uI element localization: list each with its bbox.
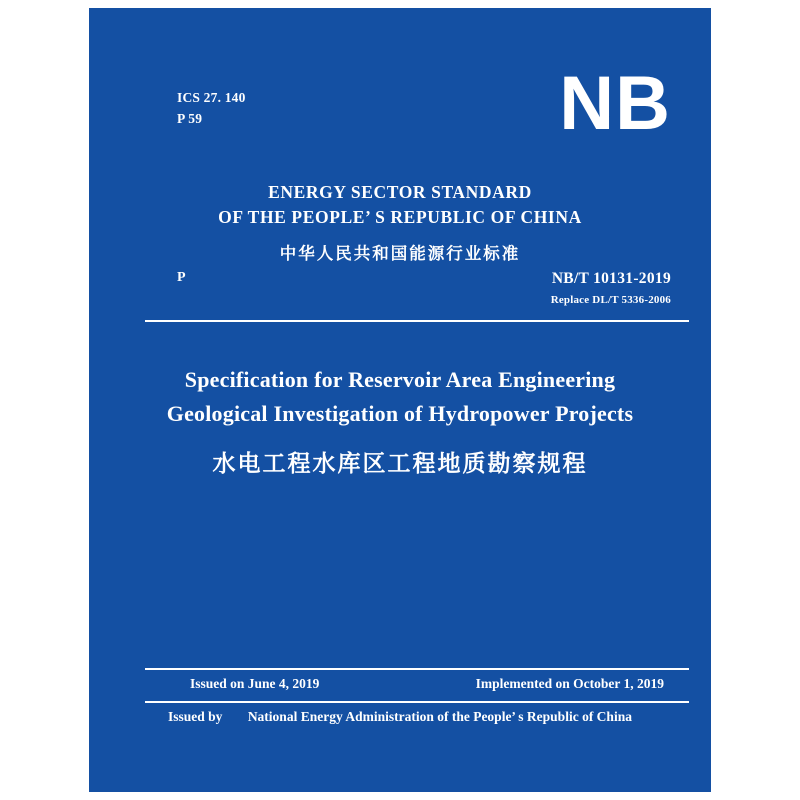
standard-header: [89, 180, 711, 264]
document-title: [89, 363, 711, 478]
category-letter: P: [177, 270, 186, 285]
standard-header-chinese: 中华人民共和国能源行业标准: [279, 243, 521, 263]
classification-code: P 59: [177, 110, 203, 126]
dates-row: [145, 676, 689, 692]
issuer-name: National Energy Administration of the People’ s Republic of China: [247, 709, 632, 724]
ics-number: ICS 27. 140: [177, 90, 246, 105]
standard-number: NB/T 10131-2019: [551, 270, 671, 287]
nb-logo: NB: [559, 61, 671, 146]
ics-block: [177, 88, 246, 130]
standard-cover: [89, 8, 711, 792]
standard-header-line2: OF THE PEOPLE’ S REPUBLIC OF CHINA: [218, 207, 582, 228]
divider-top: [145, 320, 689, 322]
divider-dates-top: [145, 668, 689, 670]
standard-number-block: [551, 270, 671, 306]
divider-dates-bottom: [145, 701, 689, 703]
replaced-standard: Replace DL/T 5336-2006: [550, 294, 671, 306]
standard-code-row: [89, 270, 711, 316]
issued-by-label: Issued by: [168, 709, 223, 724]
title-en-line2: Geological Investigation of Hydropower Projects: [166, 401, 634, 427]
standard-header-line1: ENERGY SECTOR STANDARD: [268, 182, 532, 202]
title-chinese: 水电工程水库区工程地质勘察规程: [212, 451, 588, 477]
issue-date: Issued on June 4, 2019: [190, 676, 320, 691]
title-en-line1: Specification for Reservoir Area Engineering: [184, 367, 616, 392]
issuer-row: [89, 709, 711, 725]
implementation-date: Implemented on October 1, 2019: [475, 676, 664, 691]
